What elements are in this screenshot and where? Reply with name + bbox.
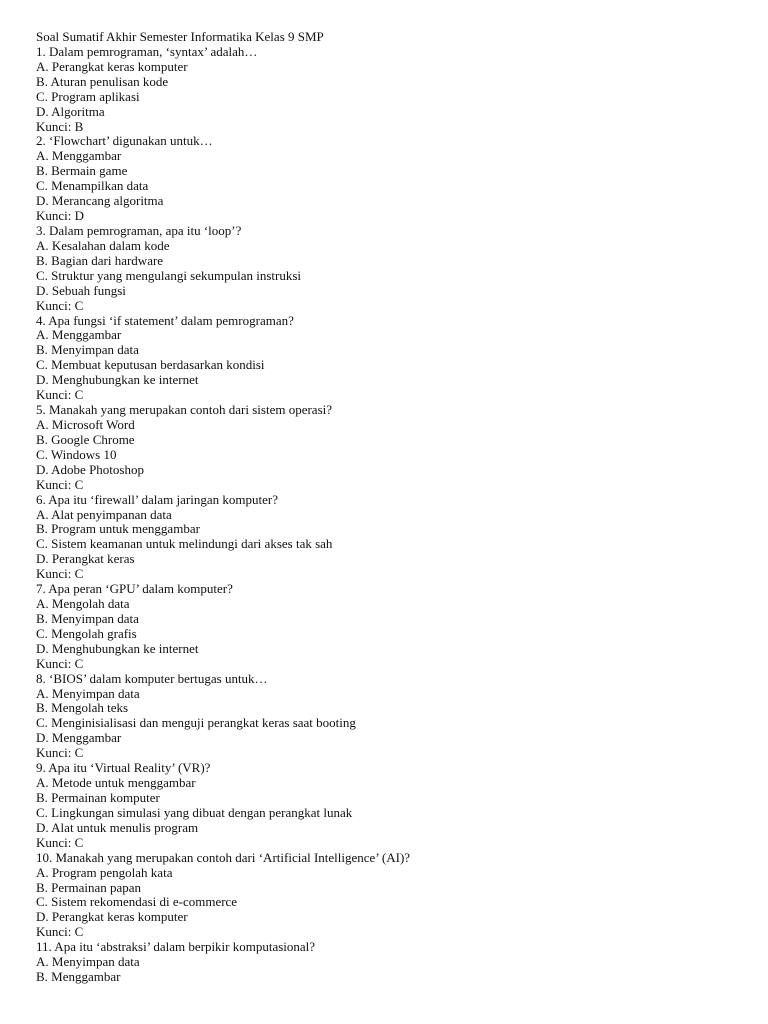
- answer-option: A. Kesalahan dalam kode: [36, 237, 170, 253]
- document-title: Soal Sumatif Akhir Semester Informatika Kelas 9 SMP: [36, 29, 324, 44]
- question-text: 7. Apa peran ‘GPU’ dalam komputer?: [36, 581, 233, 597]
- answer-option: B. Mengolah teks: [36, 700, 129, 716]
- answer-key: Kunci: C: [36, 655, 84, 671]
- answer-key: Kunci: C: [36, 387, 84, 403]
- answer-option: D. Adobe Photoshop: [36, 461, 144, 477]
- answer-option: B. Program untuk menggambar: [36, 521, 200, 537]
- answer-option: C. Menginisialisasi dan menguji perangkat keras saat booting: [36, 715, 356, 731]
- answer-option: C. Mengolah grafis: [36, 625, 137, 641]
- answer-option: D. Menghubungkan ke internet: [36, 372, 199, 388]
- answer-option: D. Perangkat keras komputer: [36, 909, 188, 925]
- question-text: 10. Manakah yang merupakan contoh dari ‘Artificial Intelligence’ (AI)?: [36, 849, 411, 865]
- question-block: [36, 582, 736, 672]
- question-block: [36, 493, 736, 583]
- question-block: [36, 45, 736, 135]
- answer-key: Kunci: C: [36, 924, 84, 940]
- question-text: 11. Apa itu ‘abstraksi’ dalam berpikir komputasional?: [36, 939, 316, 955]
- answer-option: B. Permainan komputer: [36, 790, 160, 806]
- question-text: 2. ‘Flowchart’ digunakan untuk…: [36, 133, 213, 149]
- answer-option: C. Membuat keputusan berdasarkan kondisi: [36, 357, 265, 373]
- answer-option: B. Google Chrome: [36, 431, 135, 447]
- question-block: [36, 314, 736, 404]
- question-block: [36, 672, 736, 762]
- question-text: 8. ‘BIOS’ dalam komputer bertugas untuk…: [36, 670, 268, 686]
- answer-option: B. Bermain game: [36, 163, 128, 179]
- answer-option: C. Program aplikasi: [36, 88, 140, 104]
- answer-option: D. Alat untuk menulis program: [36, 819, 199, 835]
- answer-option: A. Perangkat keras komputer: [36, 58, 188, 74]
- answer-option: A. Menggambar: [36, 327, 122, 343]
- answer-option: A. Menyimpan data: [36, 954, 140, 970]
- answer-key: Kunci: D: [36, 208, 85, 224]
- answer-option: A. Microsoft Word: [36, 416, 135, 432]
- answer-key: Kunci: C: [36, 834, 84, 850]
- answer-option: A. Alat penyimpanan data: [36, 506, 172, 522]
- answer-key: Kunci: C: [36, 566, 84, 582]
- answer-option: B. Menggambar: [36, 969, 121, 985]
- document-page: [36, 30, 736, 985]
- answer-option: C. Sistem rekomendasi di e-commerce: [36, 894, 238, 910]
- answer-option: A. Menggambar: [36, 148, 122, 164]
- answer-option: A. Menyimpan data: [36, 685, 140, 701]
- question-block: [36, 403, 736, 493]
- question-text: 3. Dalam pemrograman, apa itu ‘loop’?: [36, 222, 242, 238]
- answer-key: Kunci: C: [36, 745, 84, 761]
- answer-option: B. Permainan papan: [36, 879, 142, 895]
- answer-option: C. Struktur yang mengulangi sekumpulan instruksi: [36, 267, 302, 283]
- question-block: [36, 851, 736, 941]
- answer-option: D. Perangkat keras: [36, 551, 135, 567]
- question-text: 6. Apa itu ‘firewall’ dalam jaringan komputer?: [36, 491, 278, 507]
- question-text: 9. Apa itu ‘Virtual Reality’ (VR)?: [36, 760, 211, 776]
- answer-option: B. Menyimpan data: [36, 610, 139, 626]
- question-text: 1. Dalam pemrograman, ‘syntax’ adalah…: [36, 43, 258, 59]
- answer-key: Kunci: B: [36, 118, 84, 134]
- answer-option: D. Merancang algoritma: [36, 193, 164, 209]
- question-block: [36, 940, 736, 985]
- question-text: 4. Apa fungsi ‘if statement’ dalam pemrograman?: [36, 312, 294, 328]
- answer-option: A. Metode untuk menggambar: [36, 775, 196, 791]
- answer-option: B. Aturan penulisan kode: [36, 73, 169, 89]
- answer-option: D. Menggambar: [36, 730, 122, 746]
- answer-option: A. Mengolah data: [36, 596, 130, 612]
- question-text: 5. Manakah yang merupakan contoh dari sistem operasi?: [36, 402, 333, 418]
- answer-option: C. Windows 10: [36, 446, 117, 462]
- answer-option: C. Lingkungan simulasi yang dibuat dengan perangkat lunak: [36, 804, 353, 820]
- question-block: [36, 134, 736, 224]
- answer-option: C. Sistem keamanan untuk melindungi dari akses tak sah: [36, 536, 333, 552]
- question-block: [36, 224, 736, 314]
- answer-option: C. Menampilkan data: [36, 178, 149, 194]
- answer-option: B. Bagian dari hardware: [36, 252, 164, 268]
- answer-option: D. Sebuah fungsi: [36, 282, 126, 298]
- answer-option: A. Program pengolah kata: [36, 864, 173, 880]
- answer-option: B. Menyimpan data: [36, 342, 139, 358]
- answer-option: D. Menghubungkan ke internet: [36, 640, 199, 656]
- question-list: [36, 45, 736, 985]
- answer-option: D. Algoritma: [36, 103, 105, 119]
- answer-key: Kunci: C: [36, 297, 84, 313]
- answer-key: Kunci: C: [36, 476, 84, 492]
- question-block: [36, 761, 736, 851]
